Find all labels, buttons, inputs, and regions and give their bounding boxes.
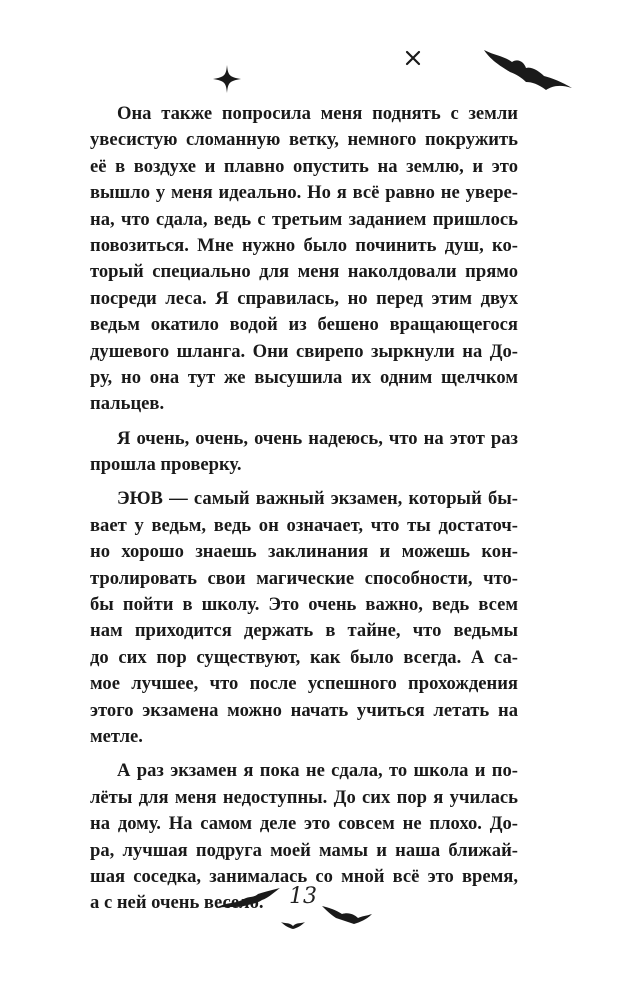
text-line: посреди леса. Я справилась, но перед этим двух	[90, 287, 518, 309]
text-line: до сих пор существуют, как было всегда. А са-	[90, 646, 518, 668]
text-line: душевого шланга. Они свирепо зыркнули на До-	[90, 340, 518, 362]
paragraph	[90, 426, 518, 479]
text-line: нам приходится держать в тайне, что ведьмы	[90, 620, 518, 642]
sparkle-star-icon	[212, 64, 242, 94]
bat-icon	[214, 886, 282, 914]
text-line: метле.	[90, 725, 143, 747]
text-line: ра, лучшая подруга моей мамы и наша ближай-	[90, 839, 518, 861]
text-line: пальцев.	[90, 393, 165, 415]
text-line: а с ней очень весело.	[90, 892, 264, 914]
small-star-icon	[405, 50, 421, 66]
page-body	[90, 101, 518, 917]
text-line: ЭЮВ — самый важный экзамен, который бы-	[117, 488, 518, 510]
text-line: лёты для меня недоступны. До сих пор я училась	[90, 786, 518, 808]
bat-icon	[320, 902, 374, 926]
paragraph	[90, 486, 518, 750]
text-line: повозиться. Мне нужно было починить душ, ко-	[90, 234, 518, 256]
bat-icon	[482, 42, 574, 94]
paragraph	[90, 101, 518, 418]
text-line: на дому. На самом деле это совсем не плохо. До-	[90, 813, 518, 835]
text-line: прошла проверку.	[90, 454, 242, 476]
text-line: тролировать свои магические способности, что-	[90, 567, 518, 589]
text-line: А раз экзамен я пока не сдала, то школа и по-	[117, 760, 518, 782]
small-bat-icon	[280, 918, 306, 930]
text-line: вает у ведьм, ведь он означает, что ты достаточ-	[90, 514, 518, 536]
text-line: шая соседка, занималась со мной всё это время,	[90, 865, 518, 887]
text-line: но хорошо знаешь заклинания и можешь кон-	[90, 541, 518, 563]
text-line: увесистую сломанную ветку, немного покружить	[90, 129, 518, 151]
text-line: торый специально для меня наколдовали прямо	[90, 261, 518, 283]
text-line: Она также попросила меня поднять с земли	[117, 103, 518, 124]
text-line: ведьм окатило водой из бешено вращающегося	[90, 314, 518, 336]
text-line: вышло у меня идеально. Но я всё равно не увере-	[90, 182, 518, 204]
page-number: 13	[289, 884, 317, 909]
text-line: ру, но она тут же высушила их одним щелчком	[90, 366, 518, 388]
text-line: Я очень, очень, очень надеюсь, что на этот раз	[117, 427, 518, 449]
text-line: на, что сдала, ведь с третьим заданием пришлось	[90, 208, 518, 230]
text-line: этого экзамена можно начать учиться летать на	[90, 699, 518, 721]
text-line: мое лучшее, что после успешного прохождения	[90, 673, 518, 695]
text-line: её в воздухе и плавно опустить на землю, и это	[90, 155, 518, 177]
text-line: бы пойти в школу. Это очень важно, ведь всем	[90, 594, 518, 616]
